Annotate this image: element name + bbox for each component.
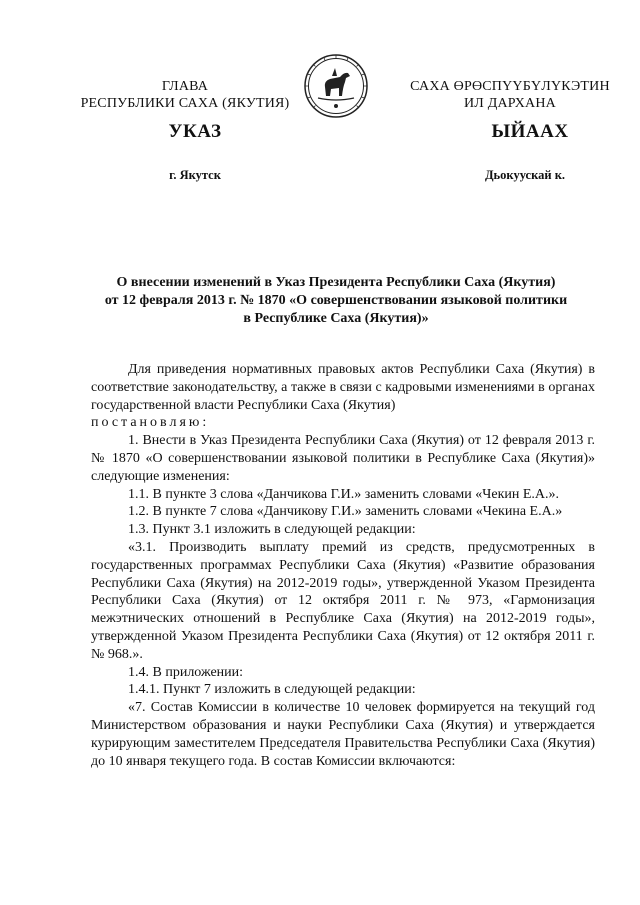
decree-word: постановляю: <box>91 415 210 431</box>
item-1-2: 1.2. В пункте 7 слова «Данчикову Г.И.» заменить словами «Чекина Е.А.» <box>128 504 563 520</box>
issuer-russian <box>70 78 300 112</box>
title-line1: О внесении изменений в Указ Президента Республики Саха (Якутия) <box>116 275 556 290</box>
item-1-3-text: «3.1. Производить выплату премий из средств, предусмотренных в государственных программах Республики Саха (Якутия) «Развитие образования Республики Саха (Якутия) на 2012-2019 годы», утвержденной Указом Президента Республики Саха (Якутия) от 12 октября 2011 г. № 973, «Гармонизация межэтнических отношений в Республике Саха (Якутия) на 2012-2019 годы», утвержденной Указом Президента Республики Саха (Якутия) от 12 октября 2011 г. № 968.». <box>91 539 595 662</box>
item-1-4-1-text: «7. Состав Комиссии в количестве 10 человек формируется на текущий год Министерством образования и науки Республики Саха (Якутия) и утверждается курирующим заместителем Председателя Правительства Республики Саха (Якутия) до 10 января текущего года. В состав Комиссии включаются: <box>91 700 595 769</box>
item-1: 1. Внести в Указ Президента Республики Саха (Якутия) от 12 февраля 2013 г. № 1870 «О совершенствовании языковой политики в Республике Саха (Якутия)» следующие изменения: <box>91 433 595 484</box>
title-line3: в Республике Саха (Якутия)» <box>243 311 429 326</box>
coat-of-arms-icon <box>304 54 368 118</box>
doc-type-russian: УКАЗ <box>168 121 222 142</box>
item-1-3: 1.3. Пункт 3.1 изложить в следующей редакции: <box>128 522 416 538</box>
decree-title <box>60 274 612 328</box>
preamble: Для приведения нормативных правовых актов Республики Саха (Якутия) в соответствие законодательству, а также в связи с кадровыми изменениями в органах государственной власти Республики Саха (Якутия) <box>91 362 595 413</box>
item-1-4: 1.4. В приложении: <box>128 664 244 680</box>
city-russian: г. Якутск <box>169 168 221 182</box>
item-1-4-1: 1.4.1. Пункт 7 изложить в следующей редакции: <box>128 682 416 698</box>
doc-type-sakha: ЫЙААХ <box>491 121 569 142</box>
decree-body <box>91 361 595 770</box>
issuer-russian-line1: ГЛАВА <box>161 79 209 94</box>
city-sakha: Дьокуускай к. <box>484 168 566 182</box>
item-1-1: 1.1. В пункте 3 слова «Данчикова Г.И.» заменить словами «Чекин Е.А.». <box>128 486 560 502</box>
issuer-russian-line2: РЕСПУБЛИКИ САХА (ЯКУТИЯ) <box>80 96 290 111</box>
issuer-sakha-line2: ИЛ ДАРХАНА <box>463 96 556 111</box>
issuer-sakha-line1: САХА ӨРӨСПҮҮБҮЛҮКЭТИН <box>410 79 610 94</box>
title-line2: от 12 февраля 2013 г. № 1870 «О совершенствовании языковой политики <box>104 293 568 308</box>
issuer-sakha <box>380 78 640 112</box>
